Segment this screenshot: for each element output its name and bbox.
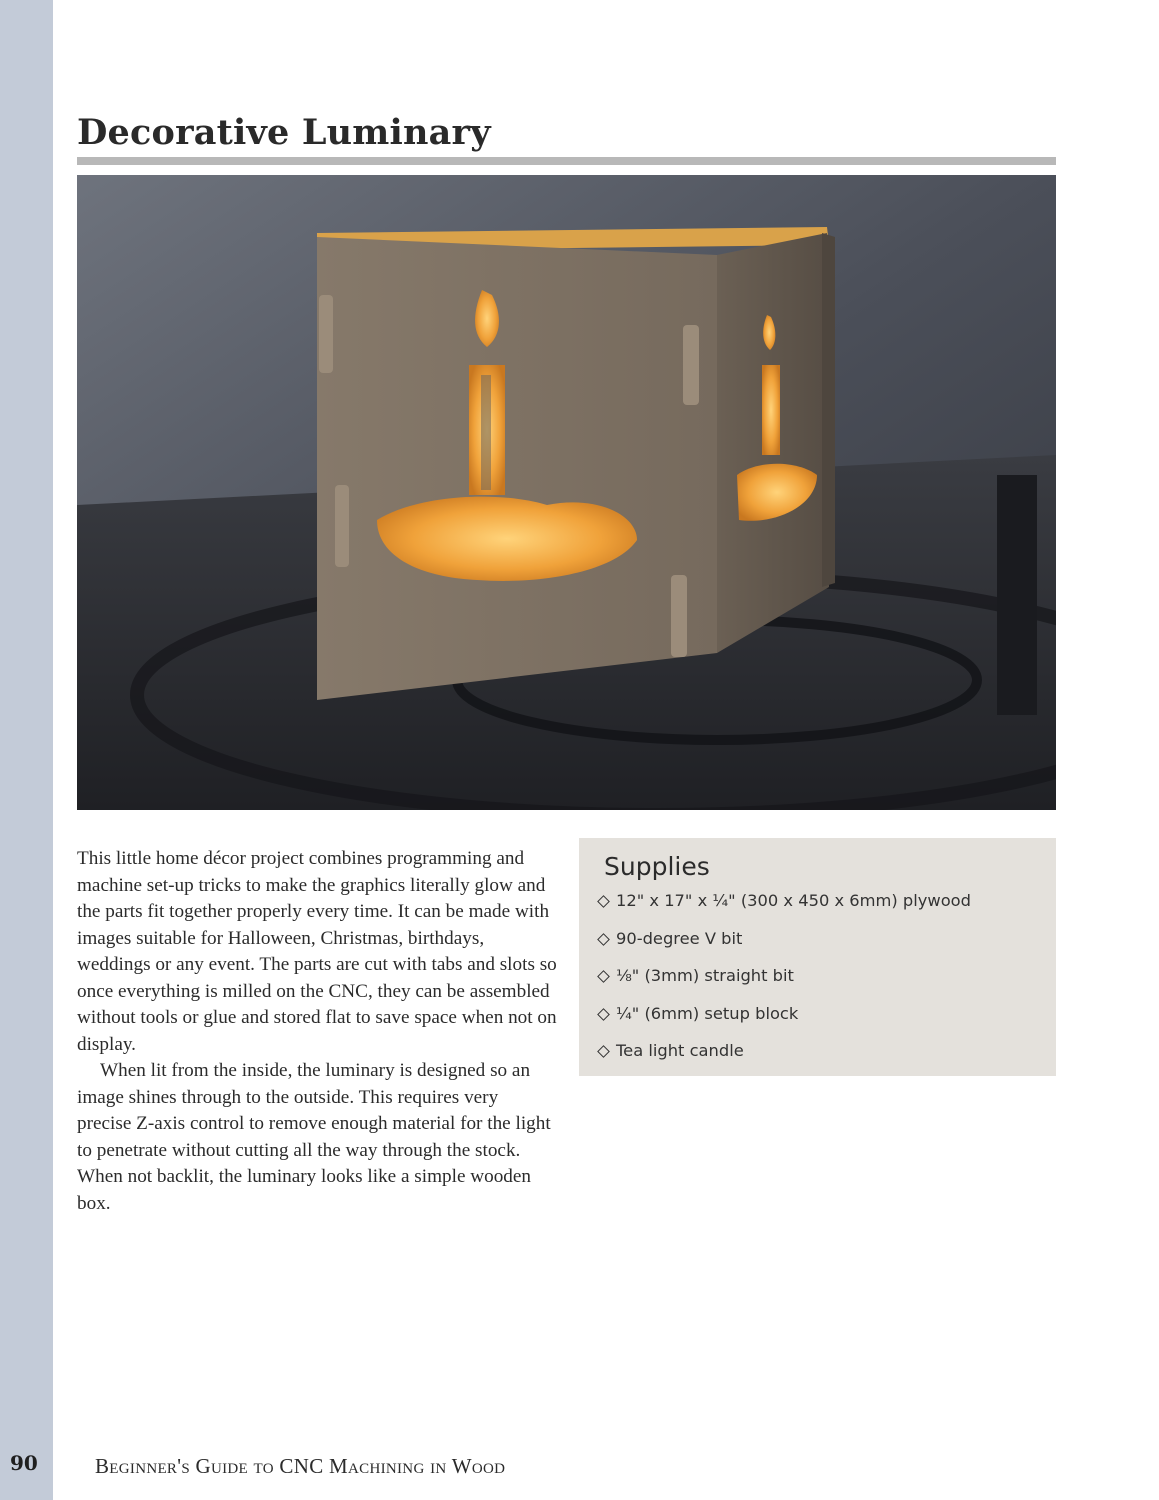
- page-number: 90: [10, 1451, 38, 1475]
- photo-chair-back: [997, 475, 1037, 715]
- photo-tab: [683, 325, 699, 405]
- supply-item: ⅛" (3mm) straight bit: [597, 965, 1047, 1003]
- title-rule: [77, 157, 1056, 165]
- diamond-bullet-icon: [597, 933, 610, 946]
- luminary-photo: [77, 175, 1056, 810]
- body-paragraph: When lit from the inside, the luminary is designed so an image shines through to the outside. This requires very precise Z-axis control to remove enough material for the light to penetrate without cutting all the way through the stock. When not backlit, the luminary looks like a simple wooden box.: [77, 1060, 551, 1214]
- diamond-bullet-icon: [597, 1008, 610, 1021]
- photo-tab: [319, 295, 333, 373]
- photo-box-front-panel: [317, 237, 717, 700]
- supplies-list: [597, 890, 1047, 1078]
- page-title: Decorative Luminary: [77, 112, 491, 153]
- body-text: [77, 846, 557, 1217]
- side-band: [0, 0, 53, 1500]
- diamond-bullet-icon: [597, 895, 610, 908]
- photo-tab: [671, 575, 687, 657]
- supplies-title: Supplies: [604, 852, 710, 881]
- supply-item: ¼" (6mm) setup block: [597, 1003, 1047, 1041]
- supplies-box: [579, 838, 1056, 1076]
- diamond-bullet-icon: [597, 1045, 610, 1058]
- photo-box-back-edge: [822, 233, 835, 587]
- supply-item: 12" x 17" x ¼" (300 x 450 x 6mm) plywood: [597, 890, 1047, 928]
- photo-tab: [335, 485, 349, 567]
- luminary-photo-illustration: [77, 175, 1056, 810]
- supply-item: 90-degree V bit: [597, 928, 1047, 966]
- body-paragraph: This little home décor project combines programming and machine set-up tricks to make the graphics literally glow and the parts fit together properly every time. It can be made with images suitable for Halloween, Christmas, birthdays, weddings or any event. The parts are cut with tabs and slots so once everything is milled on the CNC, they can be assembled without tools or glue and stored flat to save space when not on display.: [77, 848, 557, 1055]
- supply-item: Tea light candle: [597, 1040, 1047, 1078]
- diamond-bullet-icon: [597, 970, 610, 983]
- running-head: Beginner's Guide to CNC Machining in Wood: [95, 1454, 506, 1478]
